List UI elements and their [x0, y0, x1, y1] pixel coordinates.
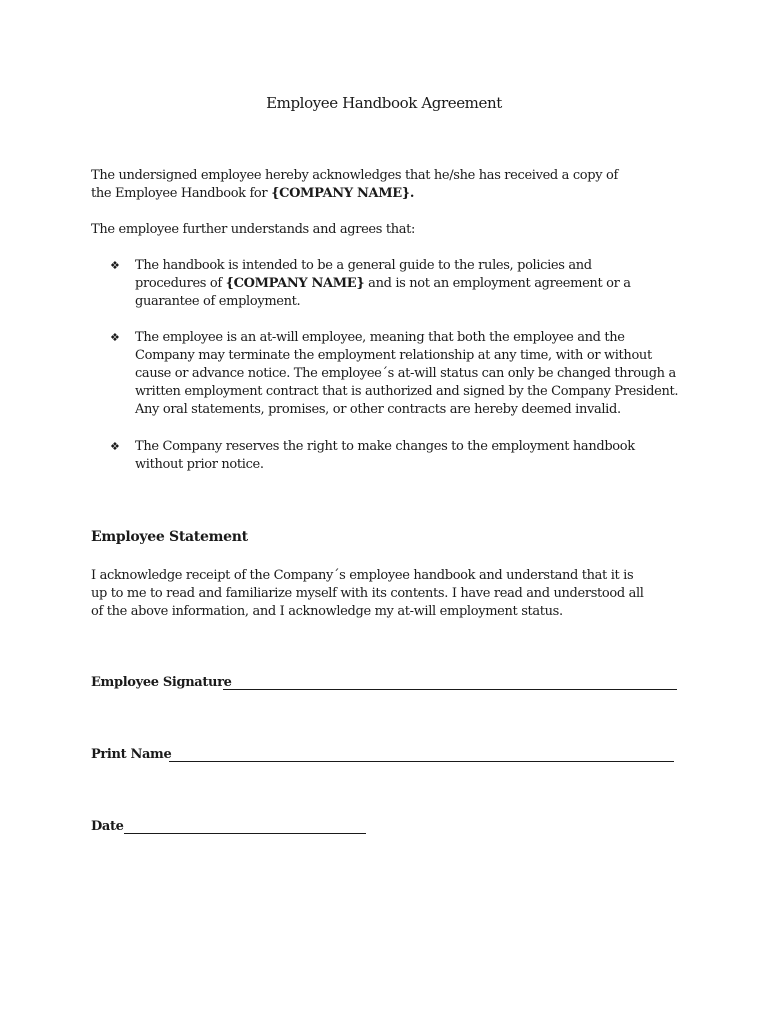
- diamond-bullet-icon: ❖: [110, 440, 120, 453]
- employee-statement-heading: Employee Statement: [91, 529, 248, 545]
- print-name-line: [169, 761, 674, 762]
- bullet-text: The Company reserves the right to make changes to the employment handbook without prior notice.: [135, 439, 635, 472]
- company-name-placeholder: {COMPANY NAME}: [225, 276, 365, 291]
- date-label: Date: [91, 819, 124, 834]
- bullet-text: [135, 257, 660, 311]
- print-name-label: Print Name: [91, 747, 172, 762]
- statement-paragraph: I acknowledge receipt of the Company´s employee handbook and understand that it is up to me to read and familiarize myself with its contents. I have read and understood all of the above information, and I acknowledge my at-will employment status.: [91, 568, 644, 619]
- bullet-text-part: The handbook is intended to be a general guide to the rules, policies and procedures of: [135, 258, 592, 291]
- bullet-text: The employee is an at-will employee, meaning that both the employee and the Company may terminate the employment relationship at any time, with or without cause or advance notice. The employee´s at-will status can only be changed through a written employment contract that is authorized and signed by the Company President. Any oral statements, promises, or other contracts are hereby deemed invalid.: [135, 330, 679, 417]
- company-name-placeholder: {COMPANY NAME}: [271, 186, 410, 201]
- intro-paragraph: [91, 167, 631, 203]
- diamond-bullet-icon: ❖: [110, 259, 120, 272]
- intro-period: .: [409, 186, 415, 201]
- intro-text: The undersigned employee hereby acknowledges that he/she has received a copy of the Employee Handbook for: [91, 168, 618, 201]
- further-paragraph: The employee further understands and agrees that:: [91, 222, 416, 237]
- diamond-bullet-icon: ❖: [110, 331, 120, 344]
- employee-signature-line: [223, 689, 677, 690]
- employee-signature-label: Employee Signature: [91, 675, 232, 690]
- date-line: [124, 833, 366, 834]
- document-title: Employee Handbook Agreement: [266, 94, 502, 112]
- bullet-text-part: and is not an employment agreement or a guarantee of employment.: [135, 276, 631, 309]
